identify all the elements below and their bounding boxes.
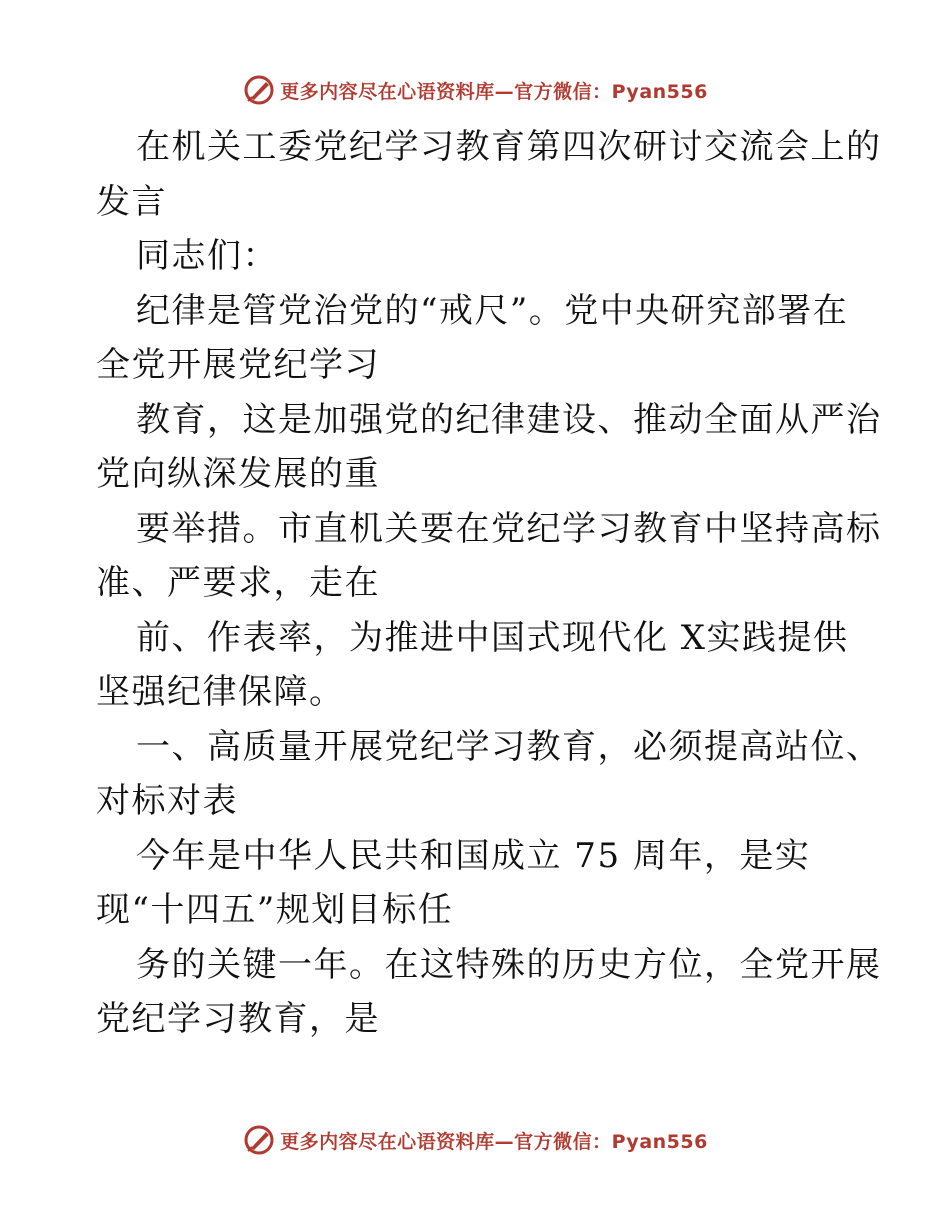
text-line: 党向纵深发展的重	[96, 454, 380, 494]
text-line: 今年是中华人民共和国成立 75 周年，是实	[136, 835, 811, 876]
text-line: 要举措。市直机关要在党纪学习教育中坚持高标	[136, 508, 882, 549]
text-line: 同志们：	[136, 236, 278, 276]
text-line: 准、严要求，走在	[96, 563, 380, 603]
text-line: 发言	[96, 181, 167, 222]
watermark-text: 更多内容尽在心语资料库—官方微信：Pyan556	[280, 1130, 708, 1153]
text-line: 在机关工委党纪学习教育第四次研讨交流会上的	[136, 127, 882, 167]
text-line: 纪律是管党治党的“戒尺”。党中央研究部署在	[136, 290, 849, 331]
text-line: 前、作表率，为推进中国式现代化 X实践提供	[136, 617, 849, 658]
red-quill-logo-icon	[242, 73, 276, 107]
text-line: 教育，这是加强党的纪律建设、推动全面从严治	[136, 399, 882, 440]
red-quill-logo-icon	[242, 1123, 276, 1157]
text-line: 务的关键一年。在这特殊的历史方位，全党开展	[136, 944, 882, 985]
document-body	[96, 120, 882, 1047]
text-line: 现“十四五”规划目标任	[96, 890, 454, 930]
text-line: 对标对表	[96, 781, 238, 821]
watermark-header	[0, 70, 950, 110]
text-line: 全党开展党纪学习	[96, 345, 380, 385]
watermark-footer	[0, 1120, 950, 1160]
text-line: 党纪学习教育，是	[96, 999, 380, 1039]
text-line: 坚强纪律保障。	[96, 672, 345, 712]
text-line: 一、高质量开展党纪学习教育，必须提高站位、	[136, 726, 882, 767]
watermark-text: 更多内容尽在心语资料库—官方微信：Pyan556	[280, 80, 708, 103]
